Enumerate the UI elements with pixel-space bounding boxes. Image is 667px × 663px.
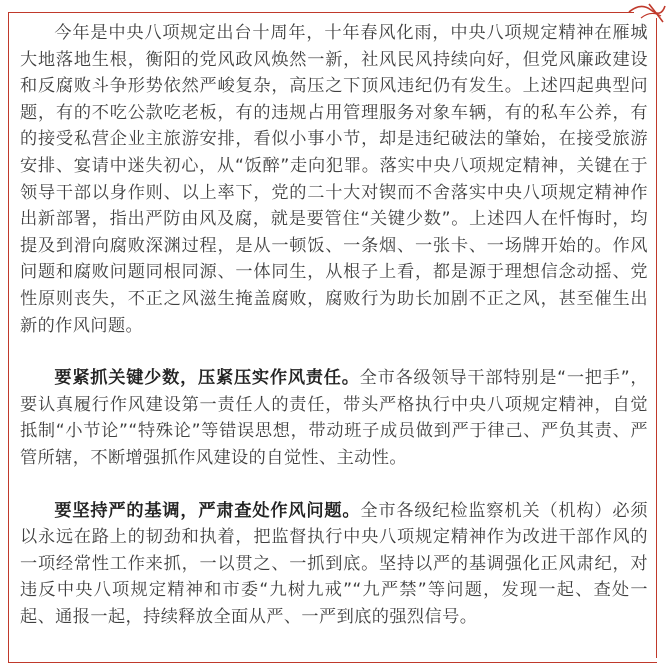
article-body [20,20,648,656]
paragraph-lead: 要紧抓关键少数，压紧压实作风责任。 [54,368,360,389]
paragraph-intro [20,20,648,339]
paragraph-lead: 要坚持严的基调，严肃查处作风问题。 [54,500,361,521]
paragraph-strict-tone [20,498,648,631]
frame-right-border [656,18,657,658]
paragraph-text: 今年是中央八项规定出台十周年，十年春风化雨，中央八项规定精神在雁城大地落地生根，衡阳的党风政风焕然一新，社风民风持续向好，但党风廉政建设和反腐败斗争形势依然严峻复杂，高压之下顶风违纪仍有发生。上述四起典型问题，有的不吃公款吃老板，有的违规占用管理服务对象车辆，有的私车公养，有的接受私营企业主旅游安排，看似小事小节，却是违纪破法的肇始，在接受旅游安排、宴请中迷失初心，从“饭醉”走向犯罪。落实中央八项规定精神，关键在于领导干部以身作则、以上率下，党的二十大对锲而不舍落实中央八项规定精神作出新部署，指出严防由风及腐，就是要管住“关键少数”。上述四人在忏悔时，均提及到滑向腐败深渊过程，是从一顿饭、一条烟、一张卡、一场牌开始的。作风问题和腐败问题同根同源、一体同生，从根子上看，都是源于理想信念动摇、党性原则丧失，不正之风滋生掩盖腐败，腐败行为助长加剧不正之风，甚至催生出新的作风问题。 [20,23,648,336]
paragraph-text: 全市各级纪检监察机关（机构）必须以永远在路上的韧劲和执着，把监督执行中央八项规定精神作为改进干部作风的一项经常性工作来抓，一以贯之、一抓到底。坚持以严的基调强化正风肃纪，对违反中央八项规定精神和市委“九树九戒”“九严禁”等问题，发现一起、查处一起、通报一起，持续释放全面从严、一严到底的强烈信号。 [20,500,648,627]
paragraph-key-minority [20,365,648,471]
paragraph-text: 全市各级领导干部特别是“一把手”，要认真履行作风建设第一责任人的责任，带头严格执行中央八项规定精神，自觉抵制“小节论”“特殊论”等错误思想，带动班子成员做到严于律己、严负其责、严管所辖，不断增强抓作风建设的自觉性、主动性。 [20,368,648,468]
